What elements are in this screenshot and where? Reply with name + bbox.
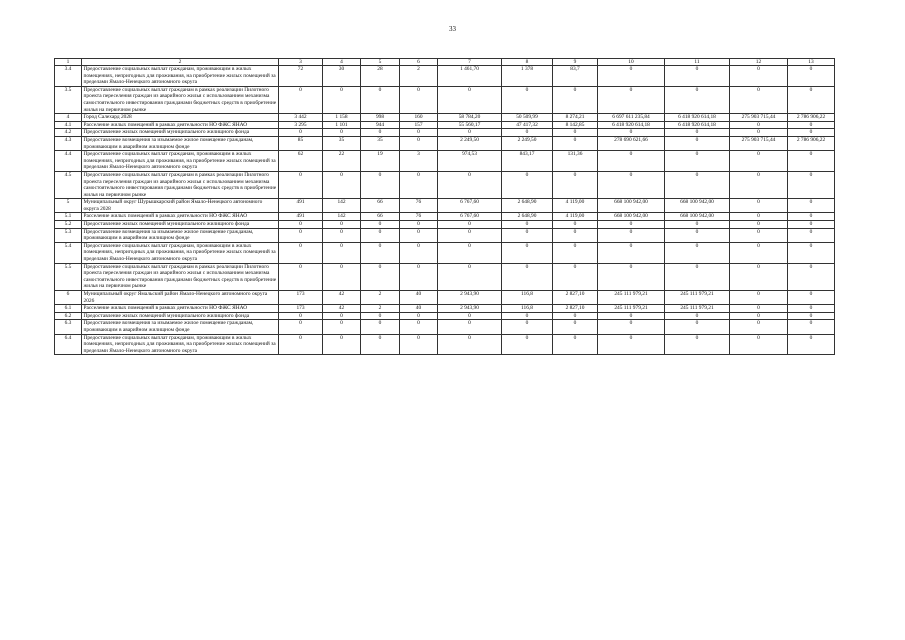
table-cell: 35 (361, 136, 400, 150)
table-cell: 2 786 906,22 (788, 136, 835, 150)
table-cell: 0 (730, 305, 788, 313)
table-cell: 160 (400, 114, 438, 122)
table-cell: 0 (665, 263, 730, 290)
table-cell: 0 (438, 86, 502, 113)
table-cell: 3 295 (279, 121, 323, 129)
table-cell: 8 142,85 (553, 121, 598, 129)
table-cell: 72 (279, 66, 323, 87)
table-cell: 0 (400, 320, 438, 334)
table-row (55, 66, 835, 87)
row-description-cell: Предоставление социальных выплат гражданам, проживающим в жилых помещениях, непригодных для проживания, на приобретение жилых помещений за пределами Ямало-Ненецкого автономного округа (82, 242, 279, 263)
table-cell: 0 (730, 151, 788, 172)
table-cell: 66 (361, 213, 400, 221)
table-cell: 0 (788, 312, 835, 320)
row-description-cell: Предоставление жилых помещений муниципального жилищного фонда (82, 129, 279, 137)
table-row (55, 151, 835, 172)
table-cell: 116,8 (502, 305, 553, 313)
table-cell: 42 (323, 291, 361, 305)
table-cell: 0 (788, 305, 835, 313)
table-cell: 245 111 979,21 (598, 305, 665, 313)
table-cell: 0 (788, 213, 835, 221)
row-number-cell: 6.1 (55, 305, 82, 313)
table-cell: 0 (279, 320, 323, 334)
table-cell: 2 827,10 (553, 291, 598, 305)
table-row (55, 136, 835, 150)
table-row (55, 114, 835, 122)
row-description-cell: Муниципальный округ Шурышкарский район Ямало-Ненецкого автономного округа 2028 (82, 199, 279, 213)
table-row (55, 221, 835, 229)
row-description-cell: Расселение жилых помещений в рамках деятельности НО ФЖС ЯНАО (82, 305, 279, 313)
table-cell: 275 903 715,44 (730, 114, 788, 122)
table-cell: 0 (553, 171, 598, 198)
table-cell: 668 100 942,00 (665, 213, 730, 221)
table-row (55, 199, 835, 213)
table-cell: 0 (788, 334, 835, 355)
table-row (55, 334, 835, 355)
table-cell: 2 786 906,22 (788, 114, 835, 122)
table-row (55, 291, 835, 305)
table-cell: 47 417,32 (502, 121, 553, 129)
table-cell: 0 (553, 221, 598, 229)
table-row (55, 312, 835, 320)
table-cell: 0 (730, 199, 788, 213)
row-description-cell: Предоставление возмещения за изымаемое жилое помещение гражданам, проживающим в аварийном жилищном фонде (82, 320, 279, 334)
row-number-cell: 5.1 (55, 213, 82, 221)
table-cell: 0 (400, 263, 438, 290)
table-cell: 0 (502, 129, 553, 137)
table-cell: 0 (323, 320, 361, 334)
table-cell: 245 111 979,21 (665, 291, 730, 305)
table-cell: 491 (279, 213, 323, 221)
table-cell: 157 (400, 121, 438, 129)
table-cell: 76 (400, 199, 438, 213)
table-cell: 0 (553, 136, 598, 150)
table-cell: 0 (438, 228, 502, 242)
row-description-cell: Расселение жилых помещений в рамках деятельности НО ФЖС ЯНАО (82, 121, 279, 129)
table-cell: 0 (598, 221, 665, 229)
table-cell: 116,8 (502, 291, 553, 305)
table-cell: 0 (400, 334, 438, 355)
table-cell: 0 (598, 320, 665, 334)
table-cell: 0 (502, 320, 553, 334)
table-cell: 0 (665, 221, 730, 229)
table-cell: 22 (323, 151, 361, 172)
table-cell: 0 (438, 312, 502, 320)
row-number-cell: 5.5 (55, 263, 82, 290)
table-cell: 0 (438, 334, 502, 355)
column-number-cell: 5 (361, 59, 400, 66)
row-description-cell: Предоставление жилых помещений муниципального жилищного фонда (82, 221, 279, 229)
table-cell: 0 (598, 66, 665, 87)
table-cell: 0 (502, 263, 553, 290)
table-cell: 0 (438, 320, 502, 334)
table-cell: 4 119,00 (553, 213, 598, 221)
table-cell: 0 (730, 129, 788, 137)
column-number-cell: 6 (400, 59, 438, 66)
table-cell: 0 (438, 221, 502, 229)
table-cell: 0 (502, 334, 553, 355)
table-cell: 3 442 (279, 114, 323, 122)
table-cell: 0 (361, 221, 400, 229)
table-cell: 0 (400, 312, 438, 320)
table-cell: 19 (361, 151, 400, 172)
table-cell: 998 (361, 114, 400, 122)
table-cell: 0 (788, 129, 835, 137)
table-row (55, 129, 835, 137)
column-number-cell: 9 (553, 59, 598, 66)
row-description-cell: Расселение жилых помещений в рамках деятельности НО ФЖС ЯНАО (82, 213, 279, 221)
table-cell: 0 (665, 86, 730, 113)
table-cell: 0 (279, 334, 323, 355)
table-cell: 0 (323, 221, 361, 229)
row-number-cell: 4.5 (55, 171, 82, 198)
table-cell: 974,53 (438, 151, 502, 172)
table-cell: 1 378 (502, 66, 553, 87)
table-header-row (55, 59, 835, 66)
table-cell: 131,36 (553, 151, 598, 172)
table-cell: 1 101 (323, 121, 361, 129)
table-cell: 6 418 920 614,18 (665, 114, 730, 122)
row-description-cell: Муниципальный округ Ямальский район Ямало-Ненецкого автономного округа 2026 (82, 291, 279, 305)
table-cell: 0 (502, 221, 553, 229)
row-number-cell: 4 (55, 114, 82, 122)
column-number-cell: 13 (788, 59, 835, 66)
row-number-cell: 6.3 (55, 320, 82, 334)
row-number-cell: 6.2 (55, 312, 82, 320)
table-cell: 0 (598, 86, 665, 113)
table-cell: 2 943,90 (438, 305, 502, 313)
table-cell: 0 (788, 66, 835, 87)
table-cell: 42 (323, 305, 361, 313)
table-cell: 0 (279, 171, 323, 198)
table-cell: 2 648,90 (502, 199, 553, 213)
table-cell: 0 (730, 86, 788, 113)
table-cell: 0 (502, 86, 553, 113)
table-cell: 0 (598, 263, 665, 290)
table-cell: 173 (279, 305, 323, 313)
table-cell: 0 (788, 242, 835, 263)
row-description-cell: Предоставление жилых помещений муниципального жилищного фонда (82, 312, 279, 320)
table-cell: 0 (730, 221, 788, 229)
table-cell: 142 (323, 213, 361, 221)
table-cell: 0 (502, 171, 553, 198)
table-cell: 0 (323, 263, 361, 290)
table-cell: 0 (553, 263, 598, 290)
table-cell: 0 (788, 86, 835, 113)
table-cell: 0 (279, 129, 323, 137)
table-cell: 2 (400, 66, 438, 87)
table-cell: 173 (279, 291, 323, 305)
table-cell: 0 (598, 171, 665, 198)
table-cell: 245 111 979,21 (598, 291, 665, 305)
table-cell: 3 (400, 151, 438, 172)
table-cell: 0 (598, 334, 665, 355)
row-description-cell: Предоставление социальных выплат гражданам в рамках реализации Пилотного проекта переселения граждан из аварийного жилья с использованием механизма самостоятельного инвестирования гражданами бюджетных средств в приобретение жилья на первичном рынке (82, 263, 279, 290)
table-cell: 0 (788, 221, 835, 229)
table-cell: 2 249,50 (438, 136, 502, 150)
column-number-cell: 4 (323, 59, 361, 66)
table-cell: 0 (279, 221, 323, 229)
table-cell: 0 (788, 151, 835, 172)
table-cell: 0 (279, 242, 323, 263)
table-cell: 6 418 920 614,18 (598, 121, 665, 129)
table-cell: 35 (323, 136, 361, 150)
table-cell: 0 (598, 129, 665, 137)
table-cell: 0 (400, 242, 438, 263)
row-number-cell: 5.2 (55, 221, 82, 229)
table-cell: 0 (788, 171, 835, 198)
table-cell: 0 (400, 136, 438, 150)
table-row (55, 320, 835, 334)
table-row (55, 213, 835, 221)
table-cell: 0 (361, 129, 400, 137)
table-cell: 0 (323, 242, 361, 263)
table-row (55, 86, 835, 113)
table-cell: 0 (788, 291, 835, 305)
column-number-cell: 12 (730, 59, 788, 66)
table-cell: 278 690 621,66 (598, 136, 665, 150)
column-number-cell: 10 (598, 59, 665, 66)
table-cell: 0 (553, 312, 598, 320)
row-number-cell: 5 (55, 199, 82, 213)
table-cell: 0 (323, 228, 361, 242)
table-cell: 0 (323, 312, 361, 320)
column-number-cell: 11 (665, 59, 730, 66)
table-cell: 0 (361, 171, 400, 198)
table-cell: 0 (323, 86, 361, 113)
table-cell: 2 943,90 (438, 291, 502, 305)
table-cell: 0 (730, 171, 788, 198)
table-cell: 0 (788, 121, 835, 129)
table-cell: 6 418 920 614,18 (665, 121, 730, 129)
table-cell: 0 (361, 263, 400, 290)
table-cell: 0 (788, 263, 835, 290)
row-description-cell: Город Салехард 2028 (82, 114, 279, 122)
table-cell: 0 (400, 129, 438, 137)
row-number-cell: 6.4 (55, 334, 82, 355)
table-cell: 0 (730, 66, 788, 87)
table-cell: 0 (361, 228, 400, 242)
table-cell: 0 (730, 263, 788, 290)
table-cell: 668 100 942,00 (598, 199, 665, 213)
table-row (55, 121, 835, 129)
table-cell: 0 (665, 312, 730, 320)
table-cell: 66 (361, 199, 400, 213)
table-row (55, 305, 835, 313)
table-cell: 30 (323, 66, 361, 87)
row-number-cell: 3.5 (55, 86, 82, 113)
row-description-cell: Предоставление социальных выплат гражданам в рамках реализации Пилотного проекта переселения граждан из аварийного жилья с использованием механизма самостоятельного инвестирования гражданами бюджетных средств в приобретение жилья на первичном рынке (82, 171, 279, 198)
table-cell: 0 (400, 228, 438, 242)
table-cell: 6 767,60 (438, 199, 502, 213)
column-number-cell: 1 (55, 59, 82, 66)
row-number-cell: 6 (55, 291, 82, 305)
row-number-cell: 5.4 (55, 242, 82, 263)
table-cell: 0 (361, 320, 400, 334)
table-cell: 0 (279, 263, 323, 290)
table-cell: 50 509,99 (502, 114, 553, 122)
page-number: 33 (449, 25, 456, 33)
table-cell: 2 648,90 (502, 213, 553, 221)
table-cell: 0 (502, 312, 553, 320)
table-cell: 62 (279, 151, 323, 172)
column-number-cell: 2 (82, 59, 279, 66)
table-cell: 0 (361, 242, 400, 263)
table-cell: 0 (665, 66, 730, 87)
table-cell: 843,17 (502, 151, 553, 172)
table-cell: 2 249,50 (502, 136, 553, 150)
table-cell: 1 461,70 (438, 66, 502, 87)
table-cell: 0 (598, 228, 665, 242)
table-cell: 944 (361, 121, 400, 129)
table-cell: 0 (400, 86, 438, 113)
row-number-cell: 4.2 (55, 129, 82, 137)
table-cell: 0 (730, 121, 788, 129)
table-cell: 58 784,20 (438, 114, 502, 122)
table-cell: 0 (438, 263, 502, 290)
table-cell: 2 (361, 291, 400, 305)
table-cell: 55 560,17 (438, 121, 502, 129)
table-cell: 0 (788, 199, 835, 213)
table-cell: 0 (438, 129, 502, 137)
row-description-cell: Предоставление социальных выплат гражданам, проживающим в жилых помещениях, непригодных для проживания, на приобретение жилых помещений за пределами Ямало-Ненецкого автономного округа (82, 66, 279, 87)
row-description-cell: Предоставление социальных выплат гражданам, проживающим в жилых помещениях, непригодных для проживания, на приобретение жилых помещений за пределами Ямало-Ненецкого автономного округа (82, 334, 279, 355)
table-cell: 0 (323, 171, 361, 198)
table-cell: 0 (665, 151, 730, 172)
row-number-cell: 4.3 (55, 136, 82, 150)
table-cell: 0 (665, 242, 730, 263)
table-cell: 491 (279, 199, 323, 213)
table-cell: 0 (323, 129, 361, 137)
row-number-cell: 3.4 (55, 66, 82, 87)
table-cell: 668 100 942,00 (598, 213, 665, 221)
table-cell: 85 (279, 136, 323, 150)
table-cell: 668 100 942,00 (665, 199, 730, 213)
table-cell: 0 (279, 86, 323, 113)
table-cell: 4 119,00 (553, 199, 598, 213)
table-cell: 0 (730, 334, 788, 355)
table-cell: 0 (730, 291, 788, 305)
table-cell: 40 (400, 305, 438, 313)
table-row (55, 228, 835, 242)
table-cell: 0 (598, 242, 665, 263)
row-description-cell: Предоставление социальных выплат гражданам, проживающим в жилых помещениях, непригодных для проживания, на приобретение жилых помещений за пределами Ямало-Ненецкого автономного округа (82, 151, 279, 172)
table-cell: 40 (400, 291, 438, 305)
table-cell: 0 (598, 151, 665, 172)
table-cell: 0 (665, 136, 730, 150)
table-cell: 0 (730, 213, 788, 221)
table-row (55, 171, 835, 198)
table-cell: 0 (598, 312, 665, 320)
table-cell: 0 (665, 228, 730, 242)
table-cell: 0 (730, 312, 788, 320)
table-cell: 0 (788, 228, 835, 242)
table-cell: 0 (553, 129, 598, 137)
table-cell: 0 (438, 171, 502, 198)
resettlement-table (54, 58, 835, 355)
column-number-cell: 8 (502, 59, 553, 66)
table-cell: 0 (553, 242, 598, 263)
table-cell: 0 (665, 171, 730, 198)
table-cell: 2 (361, 305, 400, 313)
row-description-cell: Предоставление социальных выплат гражданам в рамках реализации Пилотного проекта переселения граждан из аварийного жилья с использованием механизма самостоятельного инвестирования гражданами бюджетных средств в приобретение жилья на первичном рынке (82, 86, 279, 113)
table-cell: 8 274,21 (553, 114, 598, 122)
table-cell: 0 (502, 242, 553, 263)
table-cell: 0 (730, 228, 788, 242)
table-cell: 6 767,60 (438, 213, 502, 221)
table-cell: 142 (323, 199, 361, 213)
column-number-cell: 3 (279, 59, 323, 66)
row-number-cell: 4.1 (55, 121, 82, 129)
table-cell: 0 (323, 334, 361, 355)
table-cell: 0 (400, 171, 438, 198)
table-row (55, 263, 835, 290)
table-cell: 1 158 (323, 114, 361, 122)
row-description-cell: Предоставление возмещения за изымаемое жилое помещение гражданам, проживающим в аварийном жилищном фонде (82, 136, 279, 150)
table-cell: 245 111 979,21 (665, 305, 730, 313)
table-cell: 0 (553, 334, 598, 355)
table-cell: 2 827,10 (553, 305, 598, 313)
row-number-cell: 4.4 (55, 151, 82, 172)
table-cell: 0 (553, 320, 598, 334)
table-cell: 76 (400, 213, 438, 221)
table-cell: 0 (502, 228, 553, 242)
table-cell: 0 (553, 86, 598, 113)
table-cell: 0 (438, 242, 502, 263)
table-cell: 0 (730, 320, 788, 334)
table-cell: 0 (665, 320, 730, 334)
table-cell: 0 (730, 242, 788, 263)
row-number-cell: 5.3 (55, 228, 82, 242)
table-cell: 0 (361, 86, 400, 113)
table-cell: 0 (279, 312, 323, 320)
column-number-cell: 7 (438, 59, 502, 66)
table-cell: 0 (400, 221, 438, 229)
table-cell: 6 697 611 235,84 (598, 114, 665, 122)
table-row (55, 242, 835, 263)
table-cell: 0 (361, 334, 400, 355)
table-cell: 0 (665, 334, 730, 355)
table-cell: 0 (665, 129, 730, 137)
table-cell: 83,7 (553, 66, 598, 87)
table-cell: 0 (279, 228, 323, 242)
table-cell: 28 (361, 66, 400, 87)
table-cell: 0 (361, 312, 400, 320)
table-cell: 275 903 715,44 (730, 136, 788, 150)
row-description-cell: Предоставление возмещения за изымаемое жилое помещение гражданам, проживающим в аварийном жилищном фонде (82, 228, 279, 242)
table-cell: 0 (788, 320, 835, 334)
table-cell: 0 (553, 228, 598, 242)
